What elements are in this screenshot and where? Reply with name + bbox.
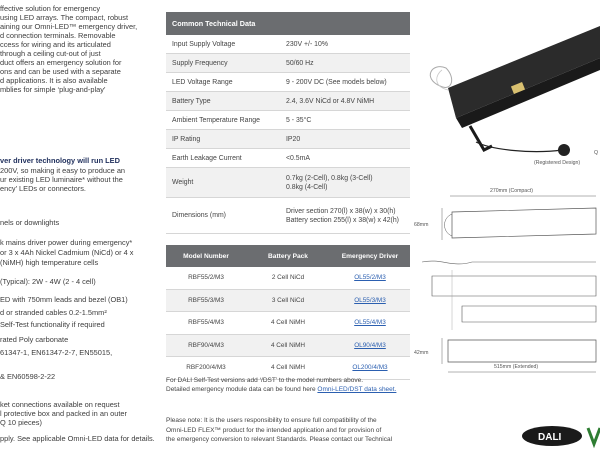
tech-row-label: IP Rating — [172, 135, 201, 143]
disclaimer-line-3: the emergency conversion to relevant Standards. Please contact our Technical — [166, 436, 393, 444]
left-text-line: ccess for wiring and its articulated — [0, 40, 111, 49]
battery-pack-cell — [246, 319, 330, 326]
emergency-driver-link[interactable]: OL200/4/M3 — [352, 364, 388, 372]
compact-dim-label: 270mm (Compact) — [490, 188, 533, 194]
battery-pack-cell: 2 Cell NiCd — [271, 274, 305, 282]
common-technical-data-table — [166, 12, 410, 234]
check-logo-icon — [588, 428, 600, 444]
tech-value-line: 230V +/- 10% — [286, 40, 328, 48]
model-number-cell — [166, 364, 246, 371]
extended-body-outline — [448, 340, 596, 362]
tech-row-label: Battery Type — [172, 97, 211, 105]
left-text-line: through a ceiling cut-out of just — [0, 49, 101, 58]
product-drawings — [412, 0, 600, 450]
tech-row-value — [280, 130, 410, 148]
left-text-line: (NiMH) high temperature cells — [0, 258, 99, 267]
tech-row-value — [280, 149, 410, 167]
height-68-label: 68mm — [414, 222, 429, 228]
emergency-driver-cell — [330, 297, 410, 304]
left-text-line: Q 10 pieces) — [0, 418, 42, 427]
dali-logo — [522, 426, 600, 446]
tech-row-label: LED Voltage Range — [172, 78, 233, 86]
tech-row — [166, 130, 410, 149]
led-bezel-icon — [558, 144, 570, 156]
emergency-driver-link[interactable]: OL55/4/M3 — [354, 319, 386, 327]
left-text-line: d or stranded cables 0.2-1.5mm² — [0, 308, 107, 317]
battery-pack-cell: 3 Cell NiCd — [271, 296, 305, 304]
model-number-cell — [166, 319, 246, 326]
tech-row-value — [280, 168, 410, 197]
compact-drawing — [414, 188, 596, 240]
left-text-line: l protective box and packed in an outer — [0, 409, 127, 418]
height-42-label: 42mm — [414, 350, 429, 356]
datasheet-note-text: Detailed emergency module data can be found here — [166, 386, 318, 393]
left-text-line: mblies for simple ‘plug-and-play’ — [0, 85, 106, 94]
tech-row — [166, 35, 410, 54]
tech-value-line: 0.8kg (4-Cell) — [286, 183, 328, 191]
tech-row — [166, 73, 410, 92]
tech-row — [166, 92, 410, 111]
dst-note: For DALI Self-Test versions add ‘/DST’ to the model numbers above. — [166, 377, 364, 384]
tech-value-line: 9 - 200V DC (See models below) — [286, 78, 387, 86]
left-text-line: ver driver technology will run LED — [0, 156, 120, 165]
tech-row-label: Weight — [172, 179, 194, 186]
model-number-cell: RBF90/4/M3 — [188, 341, 224, 349]
left-text-line: & EN60598-2-22 — [0, 372, 56, 381]
tech-row — [166, 111, 410, 130]
tech-row-value — [280, 73, 410, 91]
battery-pack-cell — [246, 274, 330, 281]
left-text-line: (Typical): 2W - 4W (2 - 4 cell) — [0, 277, 96, 286]
left-text-line: rated Poly carbonate — [0, 335, 69, 344]
battery-pack-cell: 4 Cell NiMH — [270, 319, 306, 327]
tech-row-label: Earth Leakage Current — [172, 154, 242, 162]
model-row — [166, 267, 410, 290]
header-emergency-driver: Emergency Driver — [341, 252, 399, 260]
tech-value-line: IP20 — [286, 135, 301, 143]
battery-pack-cell — [246, 297, 330, 304]
datasheet-link[interactable]: Omni-LED/DST data sheet. — [317, 386, 397, 393]
tech-row-label: Input Supply Voltage — [172, 40, 236, 48]
tech-value-line: 0.7kg (2-Cell), 0.8kg (3-Cell) — [286, 174, 373, 182]
battery-pack-cell: 4 Cell NiMH — [270, 364, 306, 372]
tech-row-label: Ambient Temperature Range — [172, 116, 260, 124]
emergency-driver-cell — [330, 364, 410, 371]
left-text-line: aining our Omni-LED™ emergency driver, — [0, 22, 138, 31]
left-text-line: 61347-1, EN61347-2-7, EN55015, — [0, 348, 113, 357]
model-row — [166, 290, 410, 313]
tech-row — [166, 198, 410, 234]
disclaimer-line-2: Omni-LED FLEX™ product for the intended application and for provision of — [166, 426, 382, 434]
header-battery-pack: Battery Pack — [268, 252, 308, 260]
tech-value-line: Driver section 270(l) x 38(w) x 30(h) — [286, 207, 396, 215]
left-text-line: Self-Test functionality if required — [0, 320, 105, 329]
model-number-cell: RBF55/3/M3 — [188, 296, 224, 304]
model-number-cell — [166, 274, 246, 281]
model-number-cell: RBF55/2/M3 — [188, 274, 224, 282]
left-text-column — [0, 0, 160, 450]
tech-row-label: Dimensions (mm) — [172, 212, 226, 219]
open-lower-outline — [462, 306, 596, 322]
left-text-line: 200V, so making it easy to produce an — [0, 166, 126, 175]
model-number-cell: RBF200/4/M3 — [186, 364, 226, 372]
left-text-line: ur existing LED luminaire* without the — [0, 175, 123, 184]
tech-value-line: Battery section 255(l) x 38(w) x 42(h) — [286, 216, 399, 224]
cable-icon — [476, 142, 562, 152]
open-body-outline — [432, 276, 596, 296]
tech-row — [166, 149, 410, 168]
tech-row-value — [280, 198, 410, 233]
tech-value-line: 50/60 Hz — [286, 59, 314, 67]
model-number-cell — [166, 342, 246, 349]
left-text-line: k mains driver power during emergency* — [0, 238, 133, 247]
wire-loop-icon — [430, 67, 451, 88]
left-text-line: ons and can be used with a separate — [0, 67, 121, 76]
model-row — [166, 335, 410, 358]
tech-table-title: Common Technical Data — [166, 12, 410, 35]
disclaimer-line-1: Please note: It is the users responsibility to ensure full compatibility of the — [166, 417, 377, 424]
tech-row-value — [280, 92, 410, 110]
compact-body-outline — [452, 208, 596, 238]
disclaimer — [166, 416, 436, 445]
emergency-driver-link[interactable]: OL55/2/M3 — [354, 274, 386, 282]
emergency-driver-link[interactable]: OL55/3/M3 — [354, 296, 386, 304]
open-view-drawing — [422, 261, 596, 330]
q-label: Q — [594, 150, 599, 156]
emergency-driver-cell — [330, 274, 410, 281]
left-text-line: ency’ LEDs or connectors. — [0, 184, 86, 193]
tech-row-value — [280, 111, 410, 129]
tech-row-value — [280, 54, 410, 72]
tech-row-value — [280, 35, 410, 53]
extended-dim-label: 515mm (Extended) — [494, 364, 539, 370]
product-drawings-svg — [412, 0, 600, 450]
registered-design-label: (Registered Design) — [534, 160, 581, 166]
battery-pack-cell: 4 Cell NiMH — [270, 341, 306, 349]
compact-wire-icon — [445, 214, 453, 236]
extended-drawing — [414, 338, 596, 372]
product-photo — [430, 26, 600, 156]
left-text-line: pply. See applicable Omni-LED data for details. — [0, 434, 155, 443]
tech-value-line: 5 - 35°C — [286, 116, 312, 124]
left-text-line: or 3 x 4Ah Nickel Cadmium (NiCd) or 4 x — [0, 248, 134, 257]
model-table — [166, 245, 410, 380]
left-text-line: duct offers an emergency solution for — [0, 58, 122, 67]
left-text-line: using LED arrays. The compact, robust — [0, 13, 129, 22]
left-text-line: nels or downlights — [0, 218, 60, 227]
left-text-line: d connection terminals. Removable — [0, 31, 116, 40]
emergency-driver-cell — [330, 342, 410, 349]
tech-value-line: <0.5mA — [286, 154, 310, 162]
emergency-driver-cell — [330, 319, 410, 326]
left-text-line: ED with 750mm leads and bezel (OB1) — [0, 295, 128, 304]
left-text-line: ffective solution for emergency — [0, 4, 101, 13]
cable-outline-icon — [422, 261, 596, 264]
battery-pack-cell — [246, 364, 330, 371]
model-number-cell — [166, 297, 246, 304]
dali-logo-text: DALI — [538, 432, 562, 443]
left-text-line: d applications. It is also available — [0, 76, 108, 85]
emergency-driver-link[interactable]: OL90/4/M3 — [354, 341, 386, 349]
model-number-cell: RBF55/4/M3 — [188, 319, 224, 327]
tech-value-line: 2.4, 3.6V NiCd or 4.8V NiMH — [286, 97, 375, 105]
tech-row-label: Supply Frequency — [172, 59, 228, 67]
tech-row — [166, 54, 410, 73]
tech-row — [166, 168, 410, 198]
header-model-number: Model Number — [183, 252, 229, 260]
model-table-header — [166, 245, 410, 267]
left-text-line: ket connections available on request — [0, 400, 120, 409]
battery-pack-cell — [246, 342, 330, 349]
model-row — [166, 312, 410, 335]
